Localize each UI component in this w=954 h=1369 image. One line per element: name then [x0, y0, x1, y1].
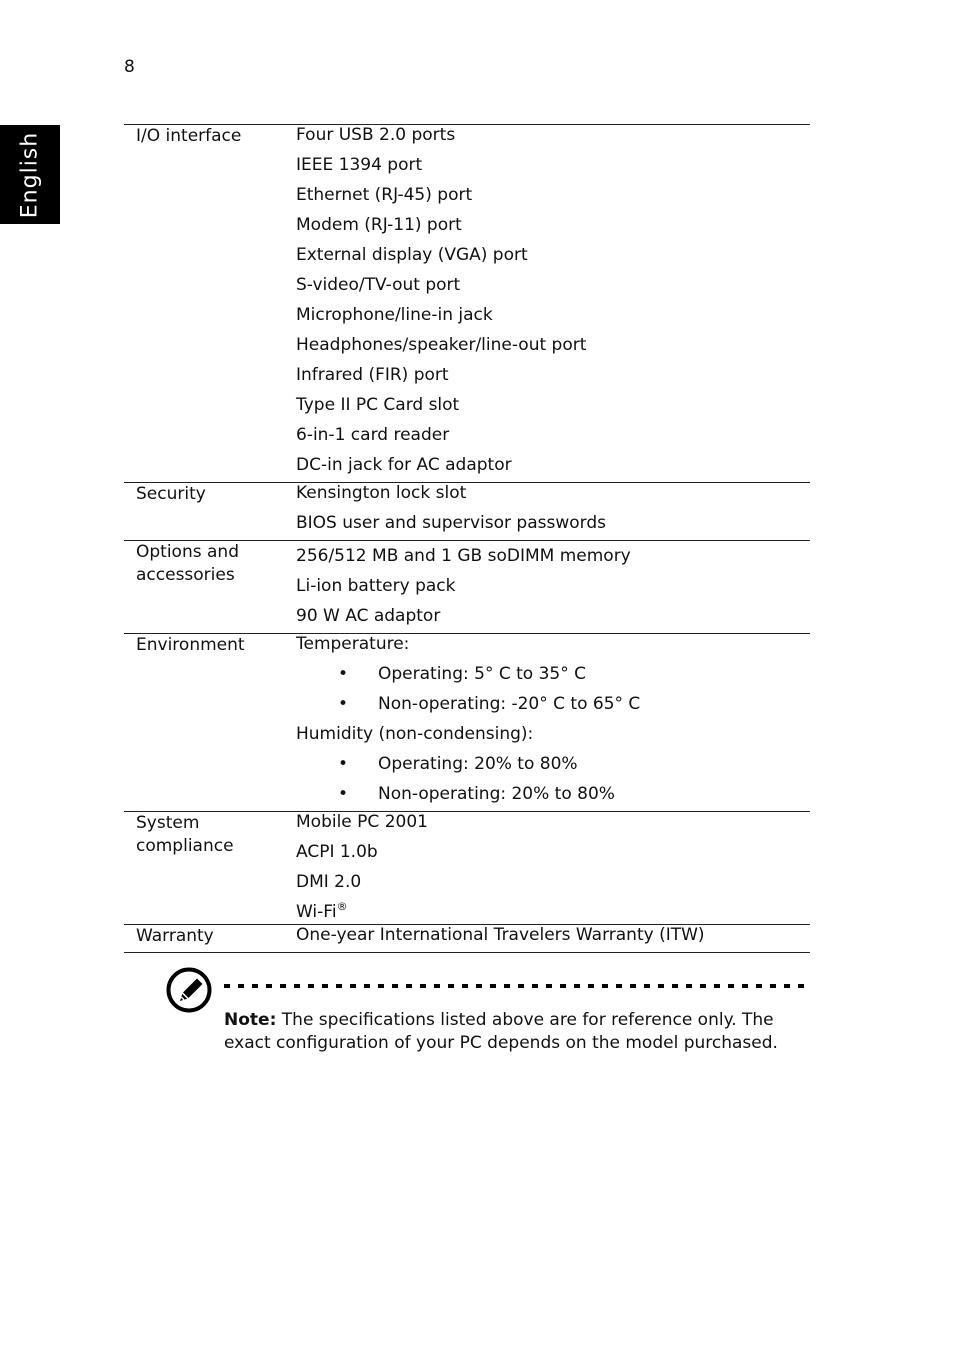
spec-bullet-item: [296, 694, 810, 724]
spec-value: S-video/TV-out port: [296, 275, 461, 295]
spec-value: Modem (RJ-11) port: [296, 215, 462, 235]
bullet-glyph: •: [338, 694, 349, 714]
spec-values: [296, 483, 810, 540]
spec-value: 90 W AC adaptor: [296, 606, 441, 626]
spec-row-options: [124, 540, 810, 633]
spec-value: 256/512 MB and 1 GB soDIMM memory: [296, 546, 631, 566]
bullet-glyph: •: [338, 664, 349, 684]
spec-bullet-item: [296, 754, 810, 784]
spec-bullet-text: Operating: 5° C to 35° C: [378, 664, 586, 684]
language-tab-label: English: [17, 131, 43, 218]
spec-label: [136, 812, 286, 858]
note-text: [224, 1009, 810, 1055]
registered-mark: ®: [336, 900, 348, 913]
spec-values: [296, 925, 810, 952]
spec-values: [296, 541, 810, 633]
language-tab: [0, 125, 60, 224]
spec-label-line: accessories: [136, 565, 235, 585]
spec-label-line: Options and: [136, 542, 239, 562]
spec-value-wifi: [296, 899, 810, 924]
spec-row-environment: [124, 633, 810, 811]
spec-value: BIOS user and supervisor passwords: [296, 513, 606, 533]
spec-row-io-interface: [124, 124, 810, 482]
spec-bullet-item: [296, 664, 810, 694]
spec-bullet-text: Operating: 20% to 80%: [378, 754, 578, 774]
spec-label: Warranty: [136, 926, 214, 946]
spec-value: One-year International Travelers Warranty (ITW): [296, 925, 705, 945]
spec-value: 6-in-1 card reader: [296, 425, 450, 445]
spec-value: IEEE 1394 port: [296, 155, 423, 175]
note-divider: [224, 984, 810, 988]
spec-values: [296, 812, 810, 924]
wifi-text: Wi-Fi: [296, 902, 337, 922]
spec-value: Microphone/line-in jack: [296, 305, 493, 325]
spec-subheading: Temperature:: [296, 634, 410, 654]
spec-values: [296, 125, 810, 482]
note-label: Note:: [224, 1010, 277, 1030]
spec-value: Kensington lock slot: [296, 483, 467, 503]
spec-value: Ethernet (RJ-45) port: [296, 185, 473, 205]
page-number: 8: [124, 57, 135, 77]
spec-label: I/O interface: [136, 126, 242, 146]
spec-label-line: compliance: [136, 836, 234, 856]
spec-value: Li-ion battery pack: [296, 576, 456, 596]
spec-bullet-text: Non-operating: -20° C to 65° C: [378, 694, 641, 714]
spec-row-system-compliance: [124, 811, 810, 924]
note-body: The specifications listed above are for reference only. The exact configuration of your PC depends on the model purchased.: [224, 1010, 778, 1053]
spec-subheading: Humidity (non-condensing):: [296, 724, 534, 744]
spec-label: [136, 541, 286, 587]
bullet-glyph: •: [338, 784, 349, 804]
spec-value: External display (VGA) port: [296, 245, 528, 265]
spec-value: Four USB 2.0 ports: [296, 125, 456, 145]
spec-table: [124, 124, 810, 953]
spec-value: Type II PC Card slot: [296, 395, 460, 415]
spec-row-security: [124, 482, 810, 540]
spec-value: DC-in jack for AC adaptor: [296, 455, 512, 475]
spec-value: Mobile PC 2001: [296, 812, 428, 832]
spec-bullet-text: Non-operating: 20% to 80%: [378, 784, 615, 804]
spec-label-line: System: [136, 813, 200, 833]
spec-row-warranty: [124, 924, 810, 952]
spec-value: ACPI 1.0b: [296, 842, 378, 862]
spec-label: Environment: [136, 635, 245, 655]
spec-bullet-item: [296, 784, 810, 811]
spec-value: DMI 2.0: [296, 872, 362, 892]
spec-value: Infrared (FIR) port: [296, 365, 449, 385]
bullet-glyph: •: [338, 754, 349, 774]
spec-value: Headphones/speaker/line-out port: [296, 335, 587, 355]
spec-values: [296, 634, 810, 811]
note-pen-icon: [166, 967, 212, 1013]
spec-label: Security: [136, 484, 206, 504]
